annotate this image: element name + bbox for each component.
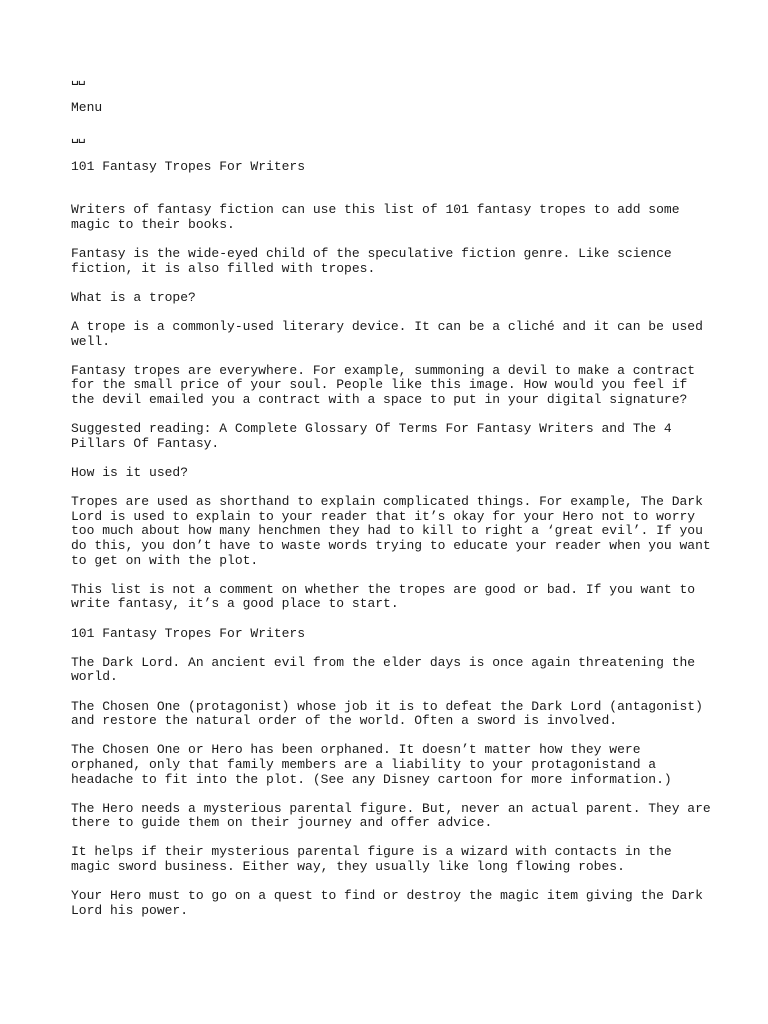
placeholder-glyph-icon: ␣␣ (71, 71, 85, 86)
section-heading: 101 Fantasy Tropes For Writers (71, 625, 306, 641)
article-paragraph: Writers of fantasy fiction can use this list of 101 fantasy tropes to add some magic to their books. (71, 202, 680, 232)
page-title: 101 Fantasy Tropes For Writers (71, 158, 306, 174)
article-paragraph: A trope is a commonly-used literary device. It can be a cliché and it can be used well. (71, 319, 703, 349)
title-spacer (71, 189, 711, 204)
top-icon[interactable] (71, 72, 711, 87)
menu-icon[interactable] (71, 130, 711, 145)
section-heading: What is a trope? (71, 289, 196, 305)
article-paragraph: This list is not a comment on whether the tropes are good or bad. If you want to write fantasy, it’s a good place to start. (71, 581, 696, 612)
section-heading: How is it used? (71, 465, 189, 481)
article-paragraph: Fantasy tropes are everywhere. For example, summoning a devil to make a contract for the small price of your soul. People like this image. How would you feel if the devil emailed you a contract with a space to put in your digital signature? (71, 362, 696, 408)
trope-item: The Hero needs a mysterious parental figure. But, never an actual parent. They are there to guide them on their journey and offer advice. (71, 800, 711, 831)
trope-item: Your Hero must to go on a quest to find or destroy the magic item giving the Dark Lord his power. (71, 888, 703, 918)
placeholder-glyph-icon: ␣␣ (71, 129, 85, 145)
trope-item: The Chosen One (protagonist) whose job it is to defeat the Dark Lord (antagonist) and restore the natural order of the world. Often a sword is involved. (71, 698, 703, 729)
page-content (71, 72, 711, 933)
suggested-reading: Suggested reading: A Complete Glossary Of Terms For Fantasy Writers and The 4 Pillars Of Fantasy. (71, 421, 672, 451)
trope-item: The Chosen One or Hero has been orphaned. It doesn’t matter how they were orphaned, only that family members are a liability to your protagonistand a headache to fit into the plot. (See any Disney cartoon for more information.) (71, 742, 672, 787)
menu-link[interactable]: Menu (71, 100, 103, 116)
article-paragraph: Tropes are used as shorthand to explain complicated things. For example, The Dark Lord is used to explain to your reader that it’s okay for your Hero not to worry too much about how many henchmen they had to kill to right a ‘great evil’. If you do this, you don’t have to waste words trying to educate your reader when you want to get on with the plot. (71, 494, 711, 568)
trope-item: It helps if their mysterious parental figure is a wizard with contacts in the magic sword business. Either way, they usually like long flowing robes. (71, 844, 672, 875)
trope-item: The Dark Lord. An ancient evil from the elder days is once again threatening the world. (71, 654, 696, 685)
article-paragraph: Fantasy is the wide-eyed child of the speculative fiction genre. Like science fiction, it is also filled with tropes. (71, 246, 672, 276)
